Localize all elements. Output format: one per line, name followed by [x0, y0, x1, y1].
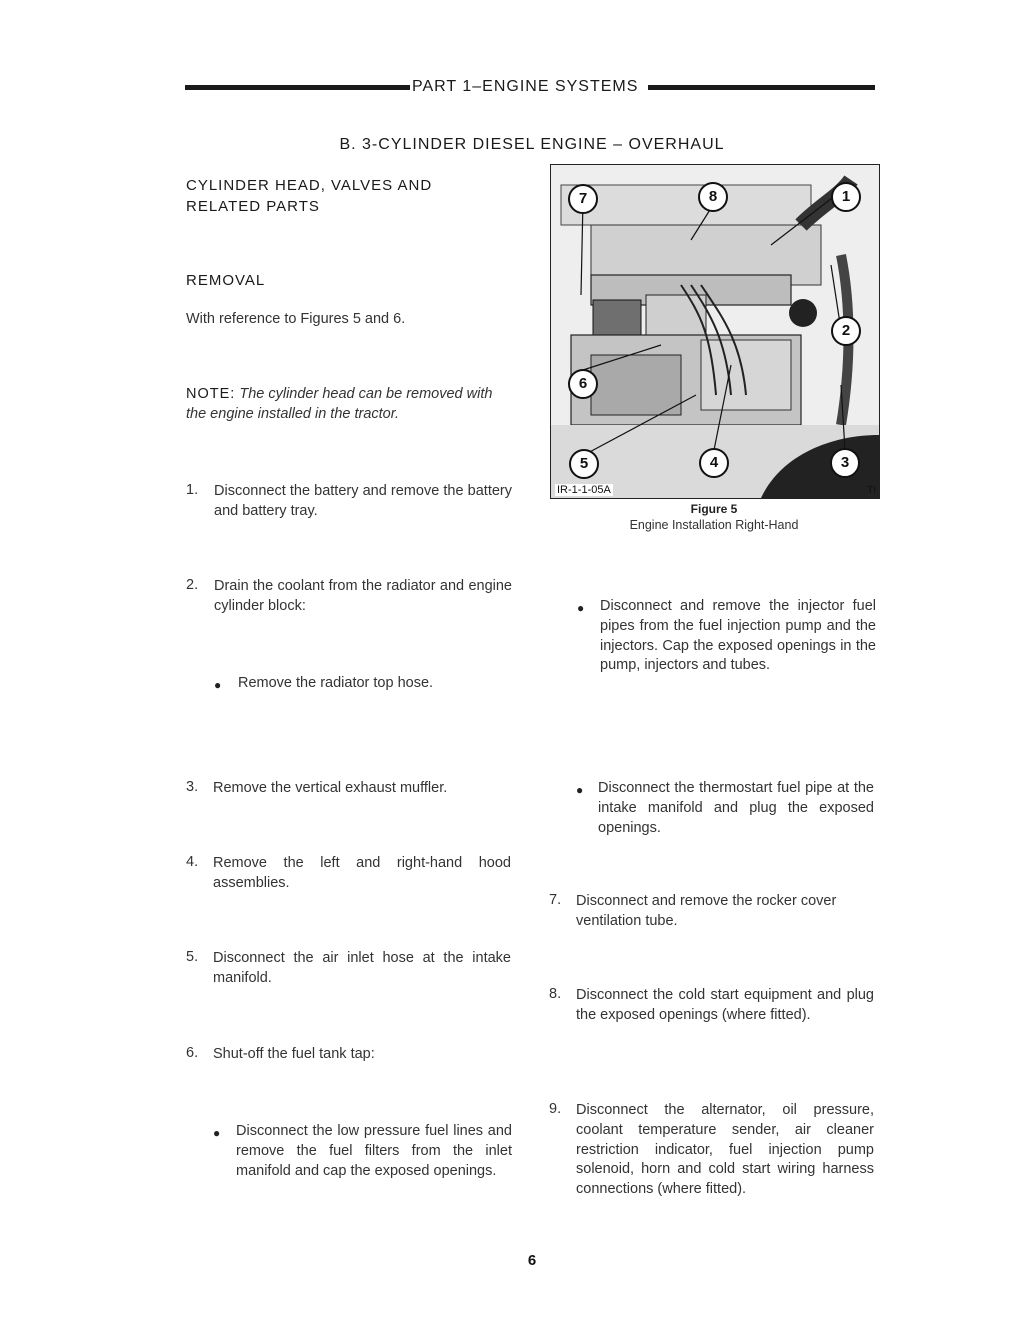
callout-3: 3	[830, 448, 860, 478]
step-number: 9.	[549, 1101, 562, 1117]
step-text: Disconnect the alternator, oil pressure, coolant temperature sender, air cleaner restriction indicator, fuel injection pump solenoid, horn and cold start wiring harness connections (where fitted).	[576, 1102, 874, 1198]
callout-1: 1	[831, 182, 861, 212]
step-number: 4.	[186, 854, 199, 870]
note-text: The cylinder head can be removed with the engine installed in the tractor.	[186, 386, 493, 422]
callout-2: 2	[831, 316, 861, 346]
callout-6: 6	[568, 369, 598, 399]
subsection-heading: CYLINDER HEAD, VALVES AND RELATED PARTS	[186, 177, 433, 215]
callout-8: 8	[698, 182, 728, 212]
bullet-text: Remove the radiator top hose.	[238, 675, 434, 691]
step-number: 2.	[186, 577, 199, 593]
bullet-icon: ●	[214, 678, 222, 692]
figure-title: Figure 5	[690, 502, 738, 516]
step-number: 3.	[186, 779, 199, 795]
section-title: B. 3-CYLINDER DIESEL ENGINE – OVERHAUL	[339, 136, 725, 153]
figure-corner-mark: TI	[867, 485, 876, 496]
step-number: 1.	[186, 482, 199, 498]
step-number: 7.	[549, 892, 562, 908]
step-text: Remove the vertical exhaust muffler.	[213, 780, 448, 796]
callout-5: 5	[569, 449, 599, 479]
step-text: Drain the coolant from the radiator and engine cylinder block:	[214, 578, 512, 614]
engine-figure	[550, 164, 880, 499]
step-text: Disconnect the air inlet hose at the intake manifold.	[213, 950, 511, 986]
bullet-text: Disconnect the low pressure fuel lines and remove the fuel filters from the inlet manifold and cap the exposed openings.	[236, 1123, 512, 1179]
step-text: Disconnect and remove the rocker cover ventilation tube.	[576, 893, 837, 929]
note-label: NOTE:	[186, 386, 236, 402]
reference-text: With reference to Figures 5 and 6.	[186, 311, 406, 327]
step-number: 6.	[186, 1045, 199, 1061]
figure-caption: Engine Installation Right-Hand	[629, 518, 799, 532]
part-title: PART 1–ENGINE SYSTEMS	[412, 78, 639, 95]
figure-ref-code: IR-1-1-05A	[557, 484, 611, 496]
bullet-text: Disconnect and remove the injector fuel pipes from the fuel injection pump and the injectors. Cap the exposed openings in the pump, injectors and tubes.	[600, 598, 876, 674]
bullet-icon: ●	[213, 1126, 221, 1140]
callout-7: 7	[568, 184, 598, 214]
removal-heading: REMOVAL	[186, 272, 266, 289]
header-rule-right	[648, 85, 875, 90]
note-block	[186, 385, 514, 425]
page-number: 6	[527, 1252, 537, 1269]
header-rule-left	[185, 85, 410, 90]
step-text: Disconnect the cold start equipment and plug the exposed openings (where fitted).	[576, 987, 874, 1023]
bullet-icon: ●	[577, 601, 585, 615]
step-text: Disconnect the battery and remove the battery and battery tray.	[214, 483, 512, 519]
step-text: Remove the left and right-hand hood assemblies.	[213, 855, 511, 891]
step-number: 8.	[549, 986, 562, 1002]
step-number: 5.	[186, 949, 199, 965]
bullet-icon: ●	[576, 783, 584, 797]
step-text: Shut-off the fuel tank tap:	[213, 1046, 375, 1062]
bullet-text: Disconnect the thermostart fuel pipe at the intake manifold and plug the exposed openings.	[598, 780, 874, 836]
callout-4: 4	[699, 448, 729, 478]
